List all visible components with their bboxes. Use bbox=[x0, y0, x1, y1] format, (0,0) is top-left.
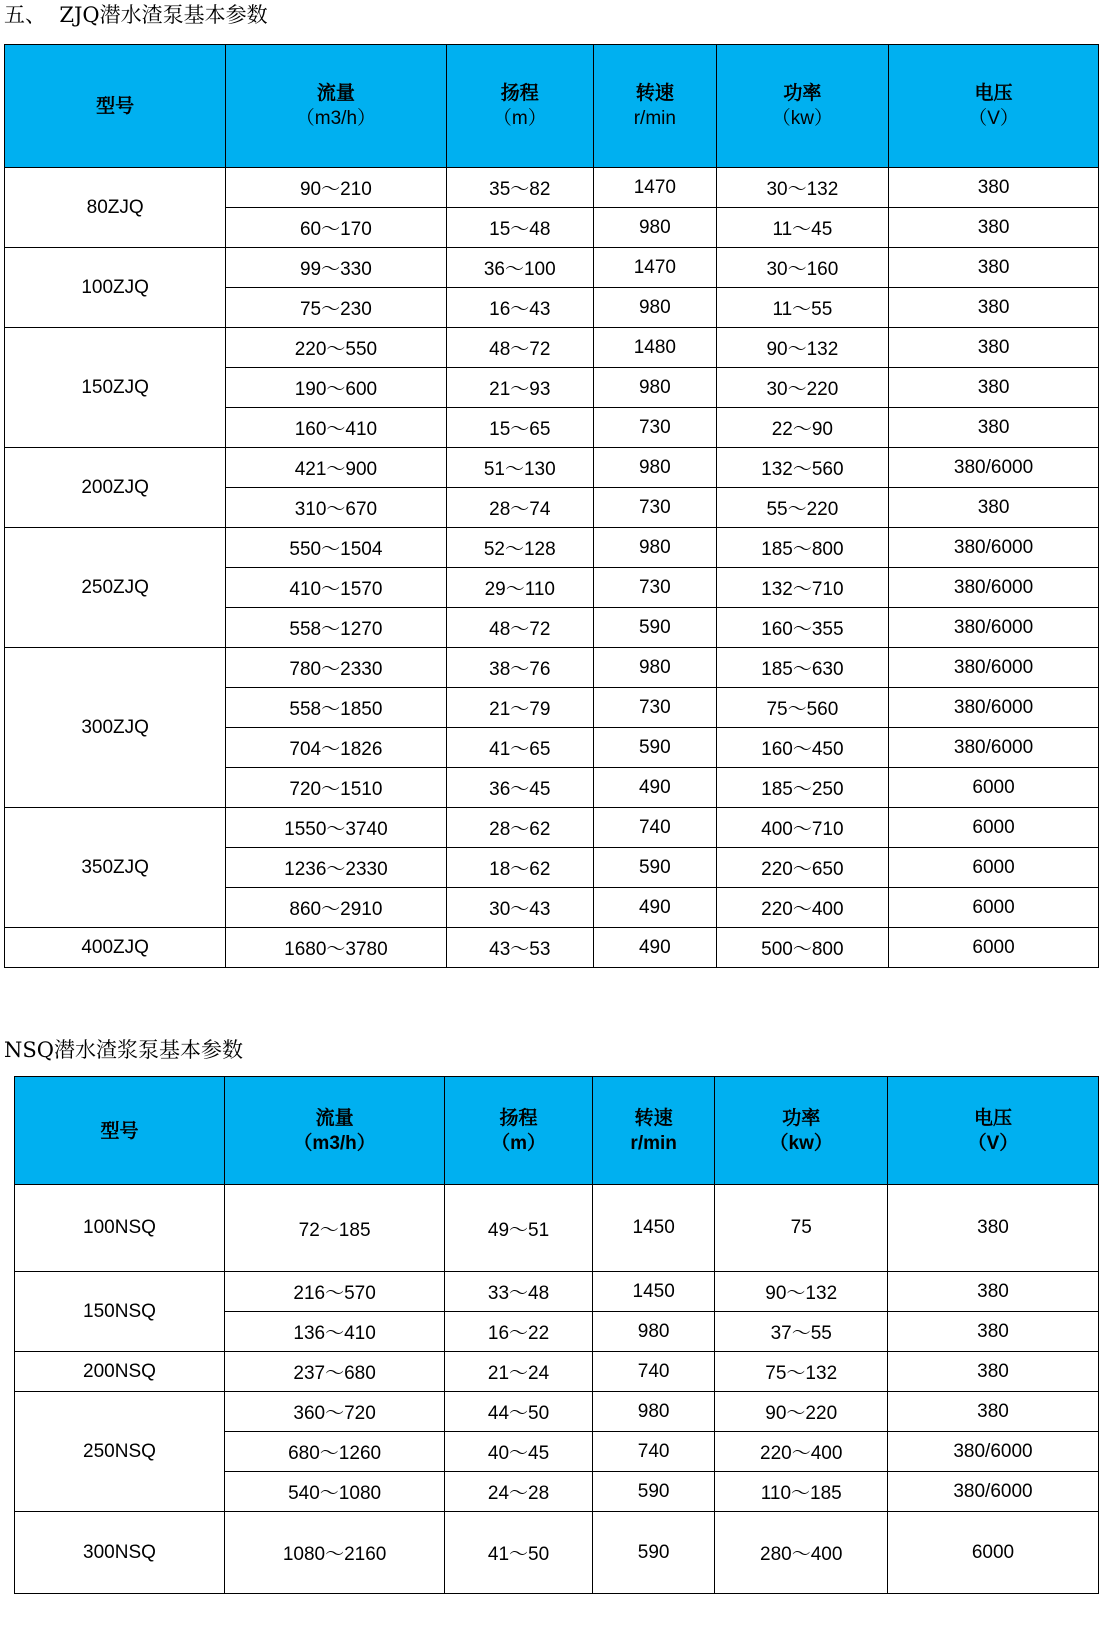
cell-flow: 190～600 bbox=[226, 368, 446, 408]
header-model: 型号 bbox=[15, 1077, 225, 1185]
cell-flow: 360～720 bbox=[224, 1392, 444, 1432]
table-header-row bbox=[15, 1077, 1099, 1185]
header-flow: 流量 （m3/h） bbox=[224, 1077, 444, 1185]
cell-voltage: 380/6000 bbox=[887, 1432, 1098, 1472]
cell-flow: 160～410 bbox=[226, 408, 446, 448]
cell-flow: 237～680 bbox=[224, 1352, 444, 1392]
cell-speed: 490 bbox=[594, 928, 717, 968]
cell-power: 110～185 bbox=[715, 1472, 888, 1512]
cell-speed: 590 bbox=[594, 848, 717, 888]
cell-head: 35～82 bbox=[446, 168, 594, 208]
cell-power: 90～132 bbox=[715, 1272, 888, 1312]
cell-flow: 558～1270 bbox=[226, 608, 446, 648]
cell-model: 300NSQ bbox=[15, 1512, 225, 1594]
header-head: 扬程 （m） bbox=[446, 45, 594, 168]
cell-speed: 980 bbox=[592, 1312, 715, 1352]
cell-model: 100ZJQ bbox=[5, 248, 226, 328]
cell-speed: 980 bbox=[594, 288, 717, 328]
cell-power: 30～132 bbox=[716, 168, 888, 208]
cell-voltage: 6000 bbox=[887, 1512, 1098, 1594]
cell-model: 200NSQ bbox=[15, 1352, 225, 1392]
cell-power: 185～250 bbox=[716, 768, 888, 808]
cell-speed: 980 bbox=[594, 448, 717, 488]
table-row bbox=[5, 328, 1099, 368]
table-row bbox=[5, 448, 1099, 488]
cell-voltage: 380/6000 bbox=[889, 648, 1099, 688]
cell-speed: 980 bbox=[594, 528, 717, 568]
cell-voltage: 380/6000 bbox=[889, 608, 1099, 648]
cell-model: 250ZJQ bbox=[5, 528, 226, 648]
table-row bbox=[5, 808, 1099, 848]
cell-speed: 730 bbox=[594, 488, 717, 528]
cell-speed: 590 bbox=[592, 1472, 715, 1512]
cell-speed: 730 bbox=[594, 408, 717, 448]
header-voltage: 电压 （V） bbox=[887, 1077, 1098, 1185]
cell-flow: 72～185 bbox=[224, 1185, 444, 1272]
zjq-section-title: 五、 ZJQ潜水渣泵基本参数 bbox=[4, 3, 268, 27]
cell-flow: 540～1080 bbox=[224, 1472, 444, 1512]
cell-power: 90～132 bbox=[716, 328, 888, 368]
cell-power: 220～400 bbox=[715, 1432, 888, 1472]
cell-power: 22～90 bbox=[716, 408, 888, 448]
nsq-section-title: NSQ潜水渣浆泵基本参数 bbox=[4, 1038, 243, 1062]
cell-voltage: 380/6000 bbox=[889, 688, 1099, 728]
cell-speed: 980 bbox=[594, 368, 717, 408]
cell-head: 48～72 bbox=[446, 608, 594, 648]
cell-power: 400～710 bbox=[716, 808, 888, 848]
cell-speed: 1480 bbox=[594, 328, 717, 368]
cell-speed: 730 bbox=[594, 568, 717, 608]
cell-head: 28～62 bbox=[446, 808, 594, 848]
cell-power: 160～355 bbox=[716, 608, 888, 648]
cell-voltage: 6000 bbox=[889, 928, 1099, 968]
cell-voltage: 6000 bbox=[889, 848, 1099, 888]
cell-flow: 680～1260 bbox=[224, 1432, 444, 1472]
cell-flow: 550～1504 bbox=[226, 528, 446, 568]
table-row bbox=[15, 1512, 1099, 1594]
cell-flow: 704～1826 bbox=[226, 728, 446, 768]
cell-speed: 590 bbox=[594, 728, 717, 768]
cell-head: 38～76 bbox=[446, 648, 594, 688]
table-row bbox=[5, 248, 1099, 288]
cell-flow: 75～230 bbox=[226, 288, 446, 328]
cell-voltage: 380 bbox=[887, 1392, 1098, 1432]
cell-head: 28～74 bbox=[446, 488, 594, 528]
cell-speed: 730 bbox=[594, 688, 717, 728]
cell-model: 250NSQ bbox=[15, 1392, 225, 1512]
table-row bbox=[5, 928, 1099, 968]
header-speed: 转速 r/min bbox=[594, 45, 717, 168]
nsq-parameter-table bbox=[14, 1076, 1099, 1594]
cell-power: 132～560 bbox=[716, 448, 888, 488]
cell-flow: 720～1510 bbox=[226, 768, 446, 808]
cell-head: 43～53 bbox=[446, 928, 594, 968]
cell-power: 185～630 bbox=[716, 648, 888, 688]
cell-voltage: 380/6000 bbox=[889, 728, 1099, 768]
cell-power: 75～132 bbox=[715, 1352, 888, 1392]
cell-flow: 1080～2160 bbox=[224, 1512, 444, 1594]
cell-head: 49～51 bbox=[445, 1185, 593, 1272]
cell-speed: 980 bbox=[594, 648, 717, 688]
cell-head: 16～43 bbox=[446, 288, 594, 328]
cell-head: 41～65 bbox=[446, 728, 594, 768]
table-row bbox=[5, 168, 1099, 208]
cell-flow: 99～330 bbox=[226, 248, 446, 288]
cell-voltage: 380 bbox=[887, 1352, 1098, 1392]
cell-voltage: 380 bbox=[889, 288, 1099, 328]
header-power: 功率 （kw） bbox=[715, 1077, 888, 1185]
cell-power: 280～400 bbox=[715, 1512, 888, 1594]
cell-speed: 740 bbox=[592, 1432, 715, 1472]
table-row bbox=[15, 1392, 1099, 1432]
cell-power: 160～450 bbox=[716, 728, 888, 768]
cell-model: 300ZJQ bbox=[5, 648, 226, 808]
cell-speed: 740 bbox=[592, 1352, 715, 1392]
table-header-row bbox=[5, 45, 1099, 168]
cell-flow: 220～550 bbox=[226, 328, 446, 368]
cell-power: 90～220 bbox=[715, 1392, 888, 1432]
cell-voltage: 380 bbox=[889, 248, 1099, 288]
cell-speed: 1450 bbox=[592, 1272, 715, 1312]
cell-power: 75～560 bbox=[716, 688, 888, 728]
cell-voltage: 380 bbox=[889, 328, 1099, 368]
cell-voltage: 380 bbox=[889, 368, 1099, 408]
cell-flow: 216～570 bbox=[224, 1272, 444, 1312]
cell-voltage: 6000 bbox=[889, 888, 1099, 928]
table-row bbox=[5, 648, 1099, 688]
cell-flow: 410～1570 bbox=[226, 568, 446, 608]
cell-speed: 590 bbox=[592, 1512, 715, 1594]
cell-voltage: 380/6000 bbox=[887, 1472, 1098, 1512]
zjq-parameter-table bbox=[4, 44, 1099, 968]
cell-flow: 1550～3740 bbox=[226, 808, 446, 848]
cell-head: 16～22 bbox=[445, 1312, 593, 1352]
cell-speed: 1470 bbox=[594, 168, 717, 208]
cell-head: 30～43 bbox=[446, 888, 594, 928]
cell-speed: 1470 bbox=[594, 248, 717, 288]
cell-head: 48～72 bbox=[446, 328, 594, 368]
cell-flow: 860～2910 bbox=[226, 888, 446, 928]
header-flow: 流量 （m3/h） bbox=[226, 45, 446, 168]
cell-head: 21～24 bbox=[445, 1352, 593, 1392]
cell-voltage: 380 bbox=[889, 408, 1099, 448]
cell-model: 100NSQ bbox=[15, 1185, 225, 1272]
cell-flow: 60～170 bbox=[226, 208, 446, 248]
cell-voltage: 380/6000 bbox=[889, 448, 1099, 488]
cell-flow: 310～670 bbox=[226, 488, 446, 528]
cell-speed: 590 bbox=[594, 608, 717, 648]
header-voltage: 电压 （V） bbox=[889, 45, 1099, 168]
cell-voltage: 380 bbox=[889, 168, 1099, 208]
cell-model: 400ZJQ bbox=[5, 928, 226, 968]
cell-flow: 90～210 bbox=[226, 168, 446, 208]
cell-flow: 558～1850 bbox=[226, 688, 446, 728]
cell-head: 21～93 bbox=[446, 368, 594, 408]
cell-power: 220～650 bbox=[716, 848, 888, 888]
cell-speed: 490 bbox=[594, 768, 717, 808]
cell-voltage: 380 bbox=[889, 208, 1099, 248]
cell-voltage: 380/6000 bbox=[889, 528, 1099, 568]
cell-power: 30～160 bbox=[716, 248, 888, 288]
header-speed: 转速 r/min bbox=[592, 1077, 715, 1185]
cell-head: 51～130 bbox=[446, 448, 594, 488]
cell-head: 36～100 bbox=[446, 248, 594, 288]
cell-head: 21～79 bbox=[446, 688, 594, 728]
table-row bbox=[5, 528, 1099, 568]
cell-voltage: 6000 bbox=[889, 808, 1099, 848]
cell-speed: 1450 bbox=[592, 1185, 715, 1272]
cell-head: 15～65 bbox=[446, 408, 594, 448]
table-row bbox=[15, 1185, 1099, 1272]
cell-head: 40～45 bbox=[445, 1432, 593, 1472]
cell-voltage: 6000 bbox=[889, 768, 1099, 808]
cell-head: 24～28 bbox=[445, 1472, 593, 1512]
table-row bbox=[15, 1272, 1099, 1312]
cell-speed: 980 bbox=[592, 1392, 715, 1432]
cell-speed: 740 bbox=[594, 808, 717, 848]
cell-power: 185～800 bbox=[716, 528, 888, 568]
header-power: 功率 （kw） bbox=[716, 45, 888, 168]
cell-power: 55～220 bbox=[716, 488, 888, 528]
cell-head: 18～62 bbox=[446, 848, 594, 888]
cell-flow: 780～2330 bbox=[226, 648, 446, 688]
cell-head: 52～128 bbox=[446, 528, 594, 568]
cell-power: 11～55 bbox=[716, 288, 888, 328]
cell-head: 44～50 bbox=[445, 1392, 593, 1432]
cell-model: 150NSQ bbox=[15, 1272, 225, 1352]
cell-head: 15～48 bbox=[446, 208, 594, 248]
cell-model: 200ZJQ bbox=[5, 448, 226, 528]
table-row bbox=[15, 1352, 1099, 1392]
cell-voltage: 380 bbox=[887, 1312, 1098, 1352]
header-head: 扬程 （m） bbox=[445, 1077, 593, 1185]
cell-power: 75 bbox=[715, 1185, 888, 1272]
cell-head: 41～50 bbox=[445, 1512, 593, 1594]
cell-power: 500～800 bbox=[716, 928, 888, 968]
cell-speed: 490 bbox=[594, 888, 717, 928]
cell-voltage: 380/6000 bbox=[889, 568, 1099, 608]
cell-power: 132～710 bbox=[716, 568, 888, 608]
cell-head: 33～48 bbox=[445, 1272, 593, 1312]
cell-power: 11～45 bbox=[716, 208, 888, 248]
cell-voltage: 380 bbox=[887, 1272, 1098, 1312]
cell-speed: 980 bbox=[594, 208, 717, 248]
cell-flow: 1236～2330 bbox=[226, 848, 446, 888]
cell-power: 220～400 bbox=[716, 888, 888, 928]
cell-model: 150ZJQ bbox=[5, 328, 226, 448]
cell-model: 80ZJQ bbox=[5, 168, 226, 248]
cell-voltage: 380 bbox=[889, 488, 1099, 528]
cell-model: 350ZJQ bbox=[5, 808, 226, 928]
cell-power: 30～220 bbox=[716, 368, 888, 408]
cell-head: 36～45 bbox=[446, 768, 594, 808]
cell-flow: 421～900 bbox=[226, 448, 446, 488]
cell-flow: 1680～3780 bbox=[226, 928, 446, 968]
header-model: 型号 bbox=[5, 45, 226, 168]
cell-power: 37～55 bbox=[715, 1312, 888, 1352]
cell-head: 29～110 bbox=[446, 568, 594, 608]
cell-voltage: 380 bbox=[887, 1185, 1098, 1272]
cell-flow: 136～410 bbox=[224, 1312, 444, 1352]
